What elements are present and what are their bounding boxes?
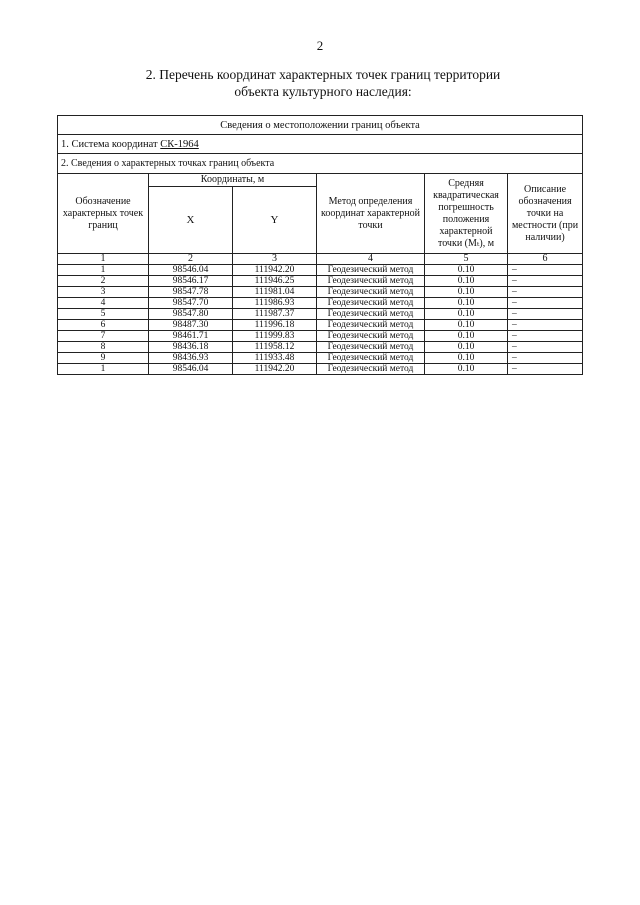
- column-number: 1: [58, 254, 149, 265]
- cell-error: 0.10: [425, 287, 508, 298]
- table-row: [58, 331, 583, 342]
- cell-y: 111981.04: [233, 287, 317, 298]
- cell-error: 0.10: [425, 331, 508, 342]
- cell-x: 98547.80: [149, 309, 233, 320]
- column-number: 2: [149, 254, 233, 265]
- cell-description: –: [508, 342, 583, 353]
- cell-point: 8: [58, 342, 149, 353]
- cell-description: –: [508, 276, 583, 287]
- page-number: 2: [316, 38, 324, 53]
- cell-y: 111996.18: [233, 320, 317, 331]
- cell-x: 98436.18: [149, 342, 233, 353]
- header-x: X: [149, 187, 233, 254]
- column-numbers-row: [58, 254, 583, 265]
- cell-point: 1: [58, 364, 149, 375]
- title-line-1: 2. Перечень координат характерных точек границ территории: [145, 67, 501, 82]
- cell-error: 0.10: [425, 309, 508, 320]
- cell-x: 98547.70: [149, 298, 233, 309]
- table-row: [58, 342, 583, 353]
- cell-description: –: [508, 320, 583, 331]
- cell-point: 9: [58, 353, 149, 364]
- cell-y: 111999.83: [233, 331, 317, 342]
- cell-x: 98547.78: [149, 287, 233, 298]
- cell-x: 98546.17: [149, 276, 233, 287]
- cell-point: 4: [58, 298, 149, 309]
- cell-error: 0.10: [425, 276, 508, 287]
- cell-description: –: [508, 364, 583, 375]
- cell-description: –: [508, 309, 583, 320]
- page-title: [80, 66, 566, 100]
- table-row: [58, 265, 583, 276]
- column-number: 5: [425, 254, 508, 265]
- cell-description: –: [508, 265, 583, 276]
- cell-point: 1: [58, 265, 149, 276]
- cell-method: Геодезический метод: [317, 320, 425, 331]
- cell-method: Геодезический метод: [317, 298, 425, 309]
- cell-point: 5: [58, 309, 149, 320]
- cell-method: Геодезический метод: [317, 276, 425, 287]
- table-row: [58, 276, 583, 287]
- cell-error: 0.10: [425, 265, 508, 276]
- cell-error: 0.10: [425, 320, 508, 331]
- table-row: [58, 309, 583, 320]
- header-y: Y: [233, 187, 317, 254]
- cell-description: –: [508, 353, 583, 364]
- cell-x: 98487.30: [149, 320, 233, 331]
- cell-y: 111958.12: [233, 342, 317, 353]
- cell-point: 2: [58, 276, 149, 287]
- cell-description: –: [508, 331, 583, 342]
- cell-method: Геодезический метод: [317, 265, 425, 276]
- cell-y: 111987.37: [233, 309, 317, 320]
- cell-y: 111986.93: [233, 298, 317, 309]
- coordinate-system-row: [58, 135, 583, 154]
- coordinate-system-label: 1. Система координат: [61, 138, 161, 150]
- cell-method: Геодезический метод: [317, 353, 425, 364]
- header-point-label: Обозначение характерных точек границ: [58, 174, 149, 254]
- table-row: [58, 298, 583, 309]
- header-method: Метод определения координат характерной точки: [317, 174, 425, 254]
- points-section-label: 2. Сведения о характерных точках границ объекта: [58, 154, 583, 174]
- cell-y: 111933.48: [233, 353, 317, 364]
- column-number: 4: [317, 254, 425, 265]
- coordinate-system-code: СК-1964: [160, 138, 199, 150]
- cell-description: –: [508, 298, 583, 309]
- header-error: Средняя квадратическая погрешность положения характерной точки (Mₜ), м: [425, 174, 508, 254]
- cell-error: 0.10: [425, 342, 508, 353]
- cell-x: 98546.04: [149, 364, 233, 375]
- cell-description: –: [508, 287, 583, 298]
- table-row: [58, 353, 583, 364]
- cell-x: 98436.93: [149, 353, 233, 364]
- table-row: [58, 287, 583, 298]
- table-body: [58, 265, 583, 375]
- cell-method: Геодезический метод: [317, 342, 425, 353]
- column-number: 3: [233, 254, 317, 265]
- cell-error: 0.10: [425, 364, 508, 375]
- cell-method: Геодезический метод: [317, 331, 425, 342]
- cell-y: 111942.20: [233, 265, 317, 276]
- cell-x: 98461.71: [149, 331, 233, 342]
- cell-point: 3: [58, 287, 149, 298]
- cell-method: Геодезический метод: [317, 364, 425, 375]
- table-row: [58, 320, 583, 331]
- cell-point: 6: [58, 320, 149, 331]
- header-coordinates-group: Координаты, м: [149, 174, 317, 187]
- cell-x: 98546.04: [149, 265, 233, 276]
- cell-y: 111942.20: [233, 364, 317, 375]
- table-caption: Сведения о местоположении границ объекта: [58, 116, 583, 135]
- coordinates-table: [57, 115, 583, 375]
- cell-error: 0.10: [425, 298, 508, 309]
- cell-method: Геодезический метод: [317, 309, 425, 320]
- column-number: 6: [508, 254, 583, 265]
- table-row: [58, 364, 583, 375]
- title-line-2: объекта культурного наследия:: [234, 84, 412, 99]
- cell-method: Геодезический метод: [317, 287, 425, 298]
- cell-point: 7: [58, 331, 149, 342]
- cell-y: 111946.25: [233, 276, 317, 287]
- cell-error: 0.10: [425, 353, 508, 364]
- header-description: Описание обозначения точки на местности (при наличии): [508, 174, 583, 254]
